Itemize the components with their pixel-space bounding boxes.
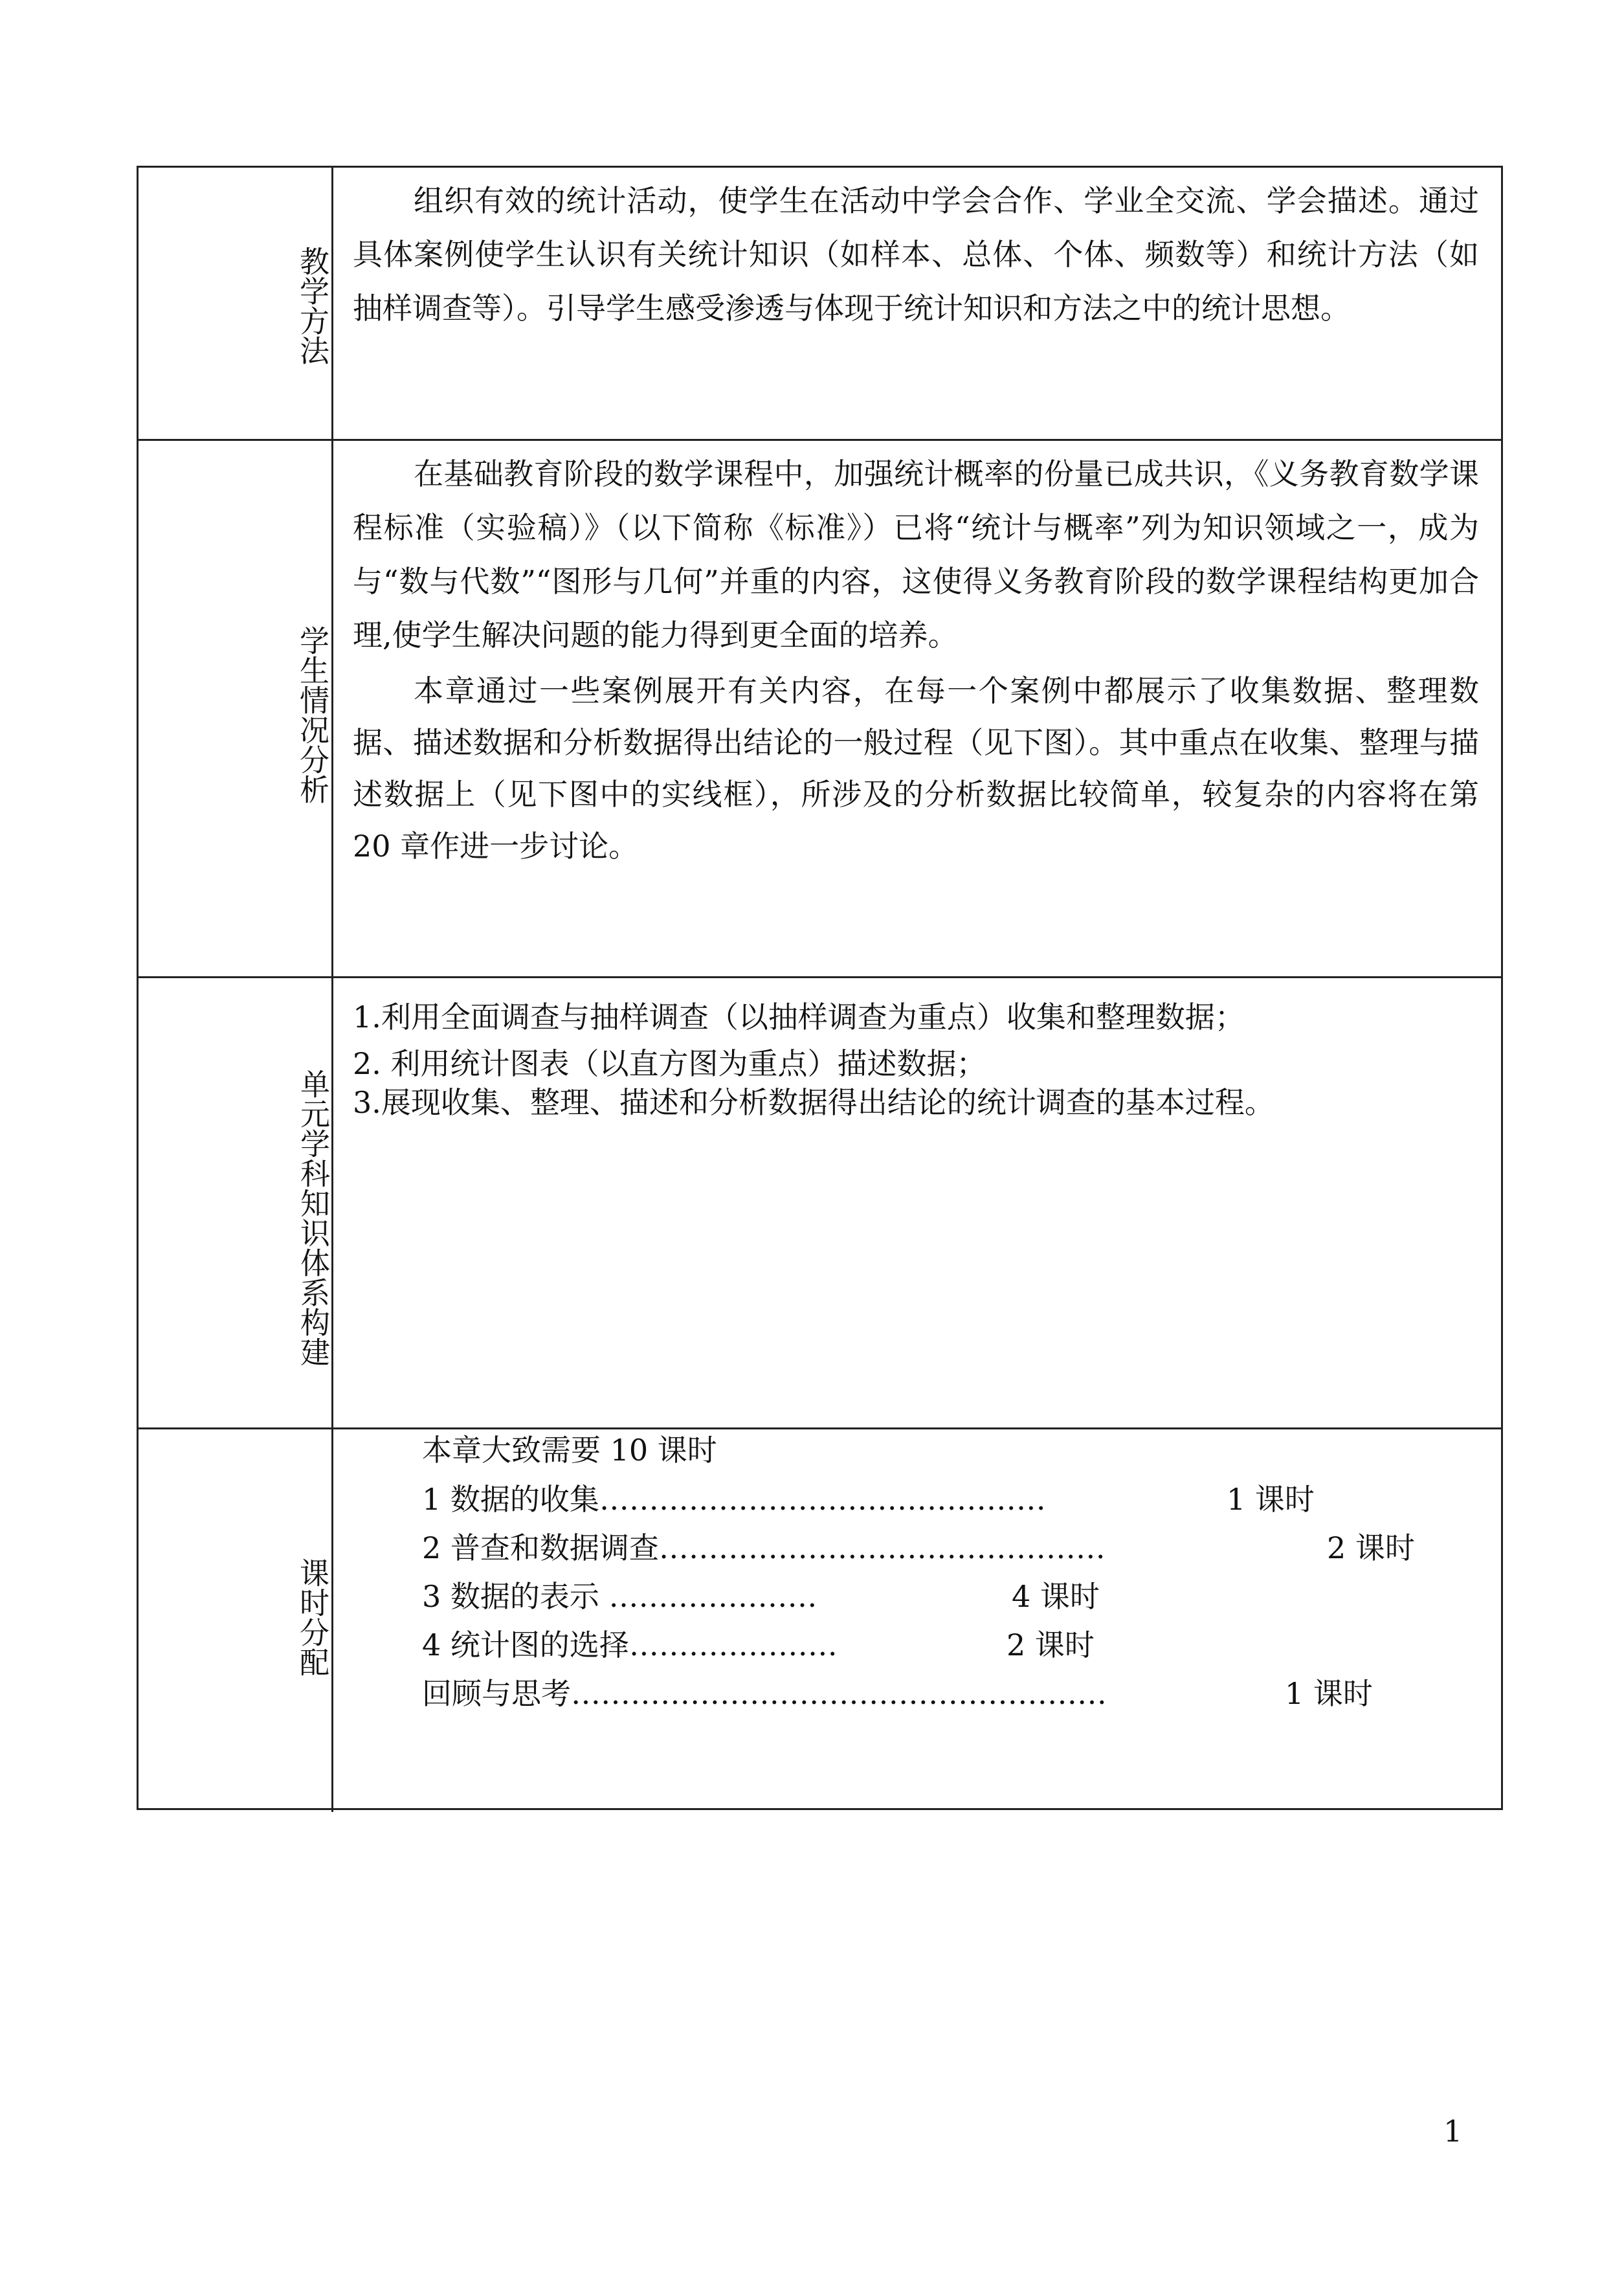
lesson-plan-table <box>137 166 1503 1810</box>
label-cell <box>139 1429 333 1812</box>
row-knowledge-system <box>139 978 1501 1429</box>
row-label-teaching-method: 教学方法 <box>295 246 330 365</box>
list-item: 1.利用全面调查与抽样调查（以抽样调查为重点）收集和整理数据； <box>353 1000 1245 1035</box>
row-label-hour-allocation: 课时分配 <box>295 1558 330 1677</box>
allocation-item-text: 4 统计图的选择………………… <box>422 1627 838 1662</box>
allocation-item-text: 2 普查和数据调查……………………………………… <box>422 1530 1106 1565</box>
content-cell <box>333 168 1501 439</box>
student-analysis-paragraph-1: 在基础教育阶段的数学课程中，加强统计概率的份量已成共识，《义务教育数学课程标准（实验稿）》（以下简称《标准》）已将“统计与概率”列为知识领域之一，成为与“数与代数”“图形与几何”并重的内容，这使得义务教育阶段的数学课程结构更加合理,使学生解决问题的能力得到更全面的培养。 <box>353 456 1479 653</box>
allocation-item-hours: 1 课时 <box>1227 1482 1315 1517</box>
student-analysis-paragraph-2: 本章通过一些案例展开有关内容，在每一个案例中都展示了收集数据、整理数据、描述数据和分析数据得出结论的一般过程（见下图）。其中重点在收集、整理与描述数据上（见下图中的实线框），所涉及的分析数据比较简单，较复杂的内容将在第 20 章作进一步讨论。 <box>353 673 1479 864</box>
row-label-student-analysis: 学生情况分析 <box>295 625 330 804</box>
allocation-item-text: 1 数据的收集……………………………………… <box>422 1482 1046 1517</box>
row-hour-allocation <box>139 1429 1501 1812</box>
allocation-item-hours: 1 课时 <box>1285 1676 1373 1711</box>
list-item: 3.展现收集、整理、描述和分析数据得出结论的统计调查的基本过程。 <box>353 1085 1274 1120</box>
list-item: 2. 利用统计图表（以直方图为重点）描述数据； <box>353 1046 986 1081</box>
label-cell <box>139 978 333 1427</box>
teaching-method-text: 组织有效的统计活动，使学生在活动中学会合作、学业全交流、学会描述。通过具体案例使学生认识有关统计知识（如样本、总体、个体、频数等）和统计方法（如抽样调查等）。引导学生感受渗透与体现于统计知识和方法之中的统计思想。 <box>353 183 1479 326</box>
allocation-item-hours: 2 课时 <box>1007 1627 1095 1662</box>
content-cell <box>333 978 1501 1427</box>
label-cell <box>139 168 333 439</box>
allocation-item-text: 3 数据的表示 ………………… <box>422 1579 818 1614</box>
content-cell <box>333 1429 1501 1812</box>
content-cell <box>333 441 1501 976</box>
row-label-knowledge-system: 单元学科知识体系构建 <box>296 1069 331 1367</box>
label-cell <box>139 441 333 976</box>
page-number: 1 <box>1443 2114 1463 2149</box>
row-teaching-method <box>139 168 1501 441</box>
allocation-item-hours: 4 课时 <box>1012 1579 1100 1614</box>
allocation-intro: 本章大致需要 10 课时 <box>422 1433 717 1468</box>
row-student-analysis <box>139 441 1501 978</box>
allocation-item-hours: 2 课时 <box>1327 1530 1415 1565</box>
allocation-item-text: 回顾与思考……………………………………………… <box>422 1676 1107 1711</box>
